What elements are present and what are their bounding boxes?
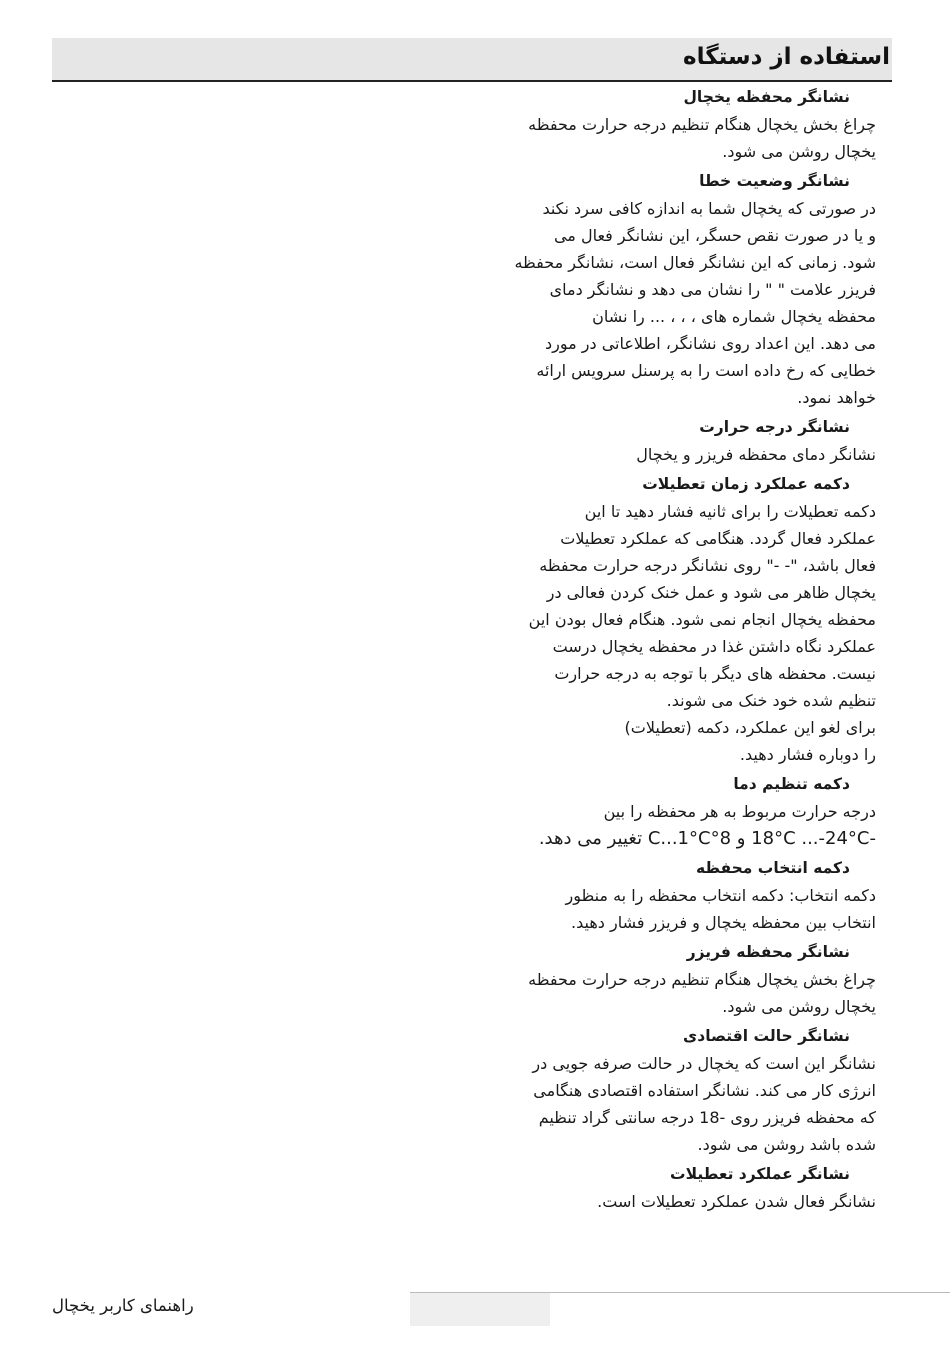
section-title: نشانگر محفظه فریزر	[686, 943, 850, 961]
body-line: دکمه تعطیلات را برای ثانیه فشار دهید تا این	[584, 502, 876, 521]
body-line: -18°C ...-24°C و 8°C...1°C تغییر می دهد.	[538, 828, 876, 849]
footer-title: راهنمای کاربر یخچال	[52, 1296, 194, 1315]
section-error-indicator	[466, 168, 876, 411]
body-line: شده باشد روشن می شود.	[697, 1135, 876, 1154]
section-freezer-indicator	[466, 939, 876, 1020]
body-line: عملکرد نگاه داشتن غذا در محفظه یخچال درست	[552, 637, 876, 656]
body-line: می دهد. این اعداد روی نشانگر، اطلاعاتی در مورد	[544, 334, 876, 353]
body-line: انرژی کار می کند. نشانگر استفاده اقتصادی هنگامی	[533, 1081, 876, 1100]
section-title: دکمه تنظیم دما	[733, 775, 850, 793]
section-holiday-indicator	[466, 1161, 876, 1215]
section-title: دکمه انتخاب محفظه	[695, 859, 850, 877]
section-compartment-select-button	[466, 855, 876, 936]
section-temperature-indicator	[466, 414, 876, 468]
section-holiday-button	[466, 471, 876, 768]
body-line: در صورتی که یخچال شما به اندازه کافی سرد نکند	[542, 199, 876, 218]
body-line: انتخاب بین محفظه یخچال و فریزر فشار دهید.	[571, 913, 876, 932]
section-eco-indicator	[466, 1023, 876, 1158]
section-title: نشانگر عملکرد تعطیلات	[670, 1165, 850, 1183]
body-line: چراغ بخش یخچال هنگام تنظیم درجه حرارت محفظه	[528, 970, 876, 989]
section-title: نشانگر محفظه یخچال	[683, 88, 850, 106]
body-line: و یا در صورت نقص حسگر، این نشانگر فعال می	[553, 226, 876, 245]
body-line: فعال باشد، "- -" روی نشانگر درجه حرارت محفظه	[539, 556, 876, 575]
content-column	[466, 84, 876, 1215]
body-line: خطایی که رخ داده است را به پرسنل سرویس ارائه	[536, 361, 876, 380]
page-title: استفاده از دستگاه	[683, 44, 890, 70]
section-title: دکمه عملکرد زمان تعطیلات	[642, 475, 850, 493]
section-title: نشانگر درجه حرارت	[699, 418, 850, 436]
page-number-box	[410, 1293, 550, 1326]
body-line: تنظیم شده خود خنک می شوند.	[666, 691, 876, 710]
body-line: خواهد نمود.	[797, 388, 876, 407]
body-line: نیست. محفظه های دیگر با توجه به درجه حرارت	[554, 664, 876, 683]
section-fridge-indicator	[466, 84, 876, 165]
body-line: یخچال ظاهر می شود و عمل خنک کردن فعالی در	[546, 583, 876, 602]
body-line: نشانگر دمای محفظه فریزر و یخچال	[636, 445, 876, 464]
body-line: محفظه یخچال شماره های ، ، ، ... را نشان	[592, 307, 876, 326]
body-line: یخچال روشن می شود.	[722, 997, 876, 1016]
body-line: درجه حرارت مربوط به هر محفظه را بین	[603, 802, 876, 821]
header-rule	[52, 80, 892, 82]
section-title: نشانگر حالت اقتصادی	[683, 1027, 850, 1045]
section-temperature-button	[466, 771, 876, 852]
body-line: شود. زمانی که این نشانگر فعال است، نشانگر محفظه	[514, 253, 876, 272]
body-line: را دوباره فشار دهید.	[739, 745, 876, 764]
body-line: فریزر علامت " " را نشان می دهد و نشانگر دمای	[549, 280, 876, 299]
body-line: نشانگر این است که یخچال در حالت صرفه جویی در	[532, 1054, 876, 1073]
section-title: نشانگر وضعیت خطا	[699, 172, 850, 190]
body-line: که محفظه فریزر روی -18 درجه سانتی گراد تنظیم	[538, 1108, 876, 1127]
body-line: یخچال روشن می شود.	[722, 142, 876, 161]
body-line: دکمه انتخاب: دکمه انتخاب محفظه را به منظور	[565, 886, 876, 905]
body-line: چراغ بخش یخچال هنگام تنظیم درجه حرارت محفظه	[528, 115, 876, 134]
body-line: برای لغو این عملکرد، دکمه (تعطیلات)	[624, 718, 876, 737]
body-line: عملکرد فعال گردد. هنگامی که عملکرد تعطیلات	[560, 529, 876, 548]
body-line: نشانگر فعال شدن عملکرد تعطیلات است.	[597, 1192, 876, 1211]
body-line: محفظه یخچال انجام نمی شود. هنگام فعال بودن این	[528, 610, 876, 629]
